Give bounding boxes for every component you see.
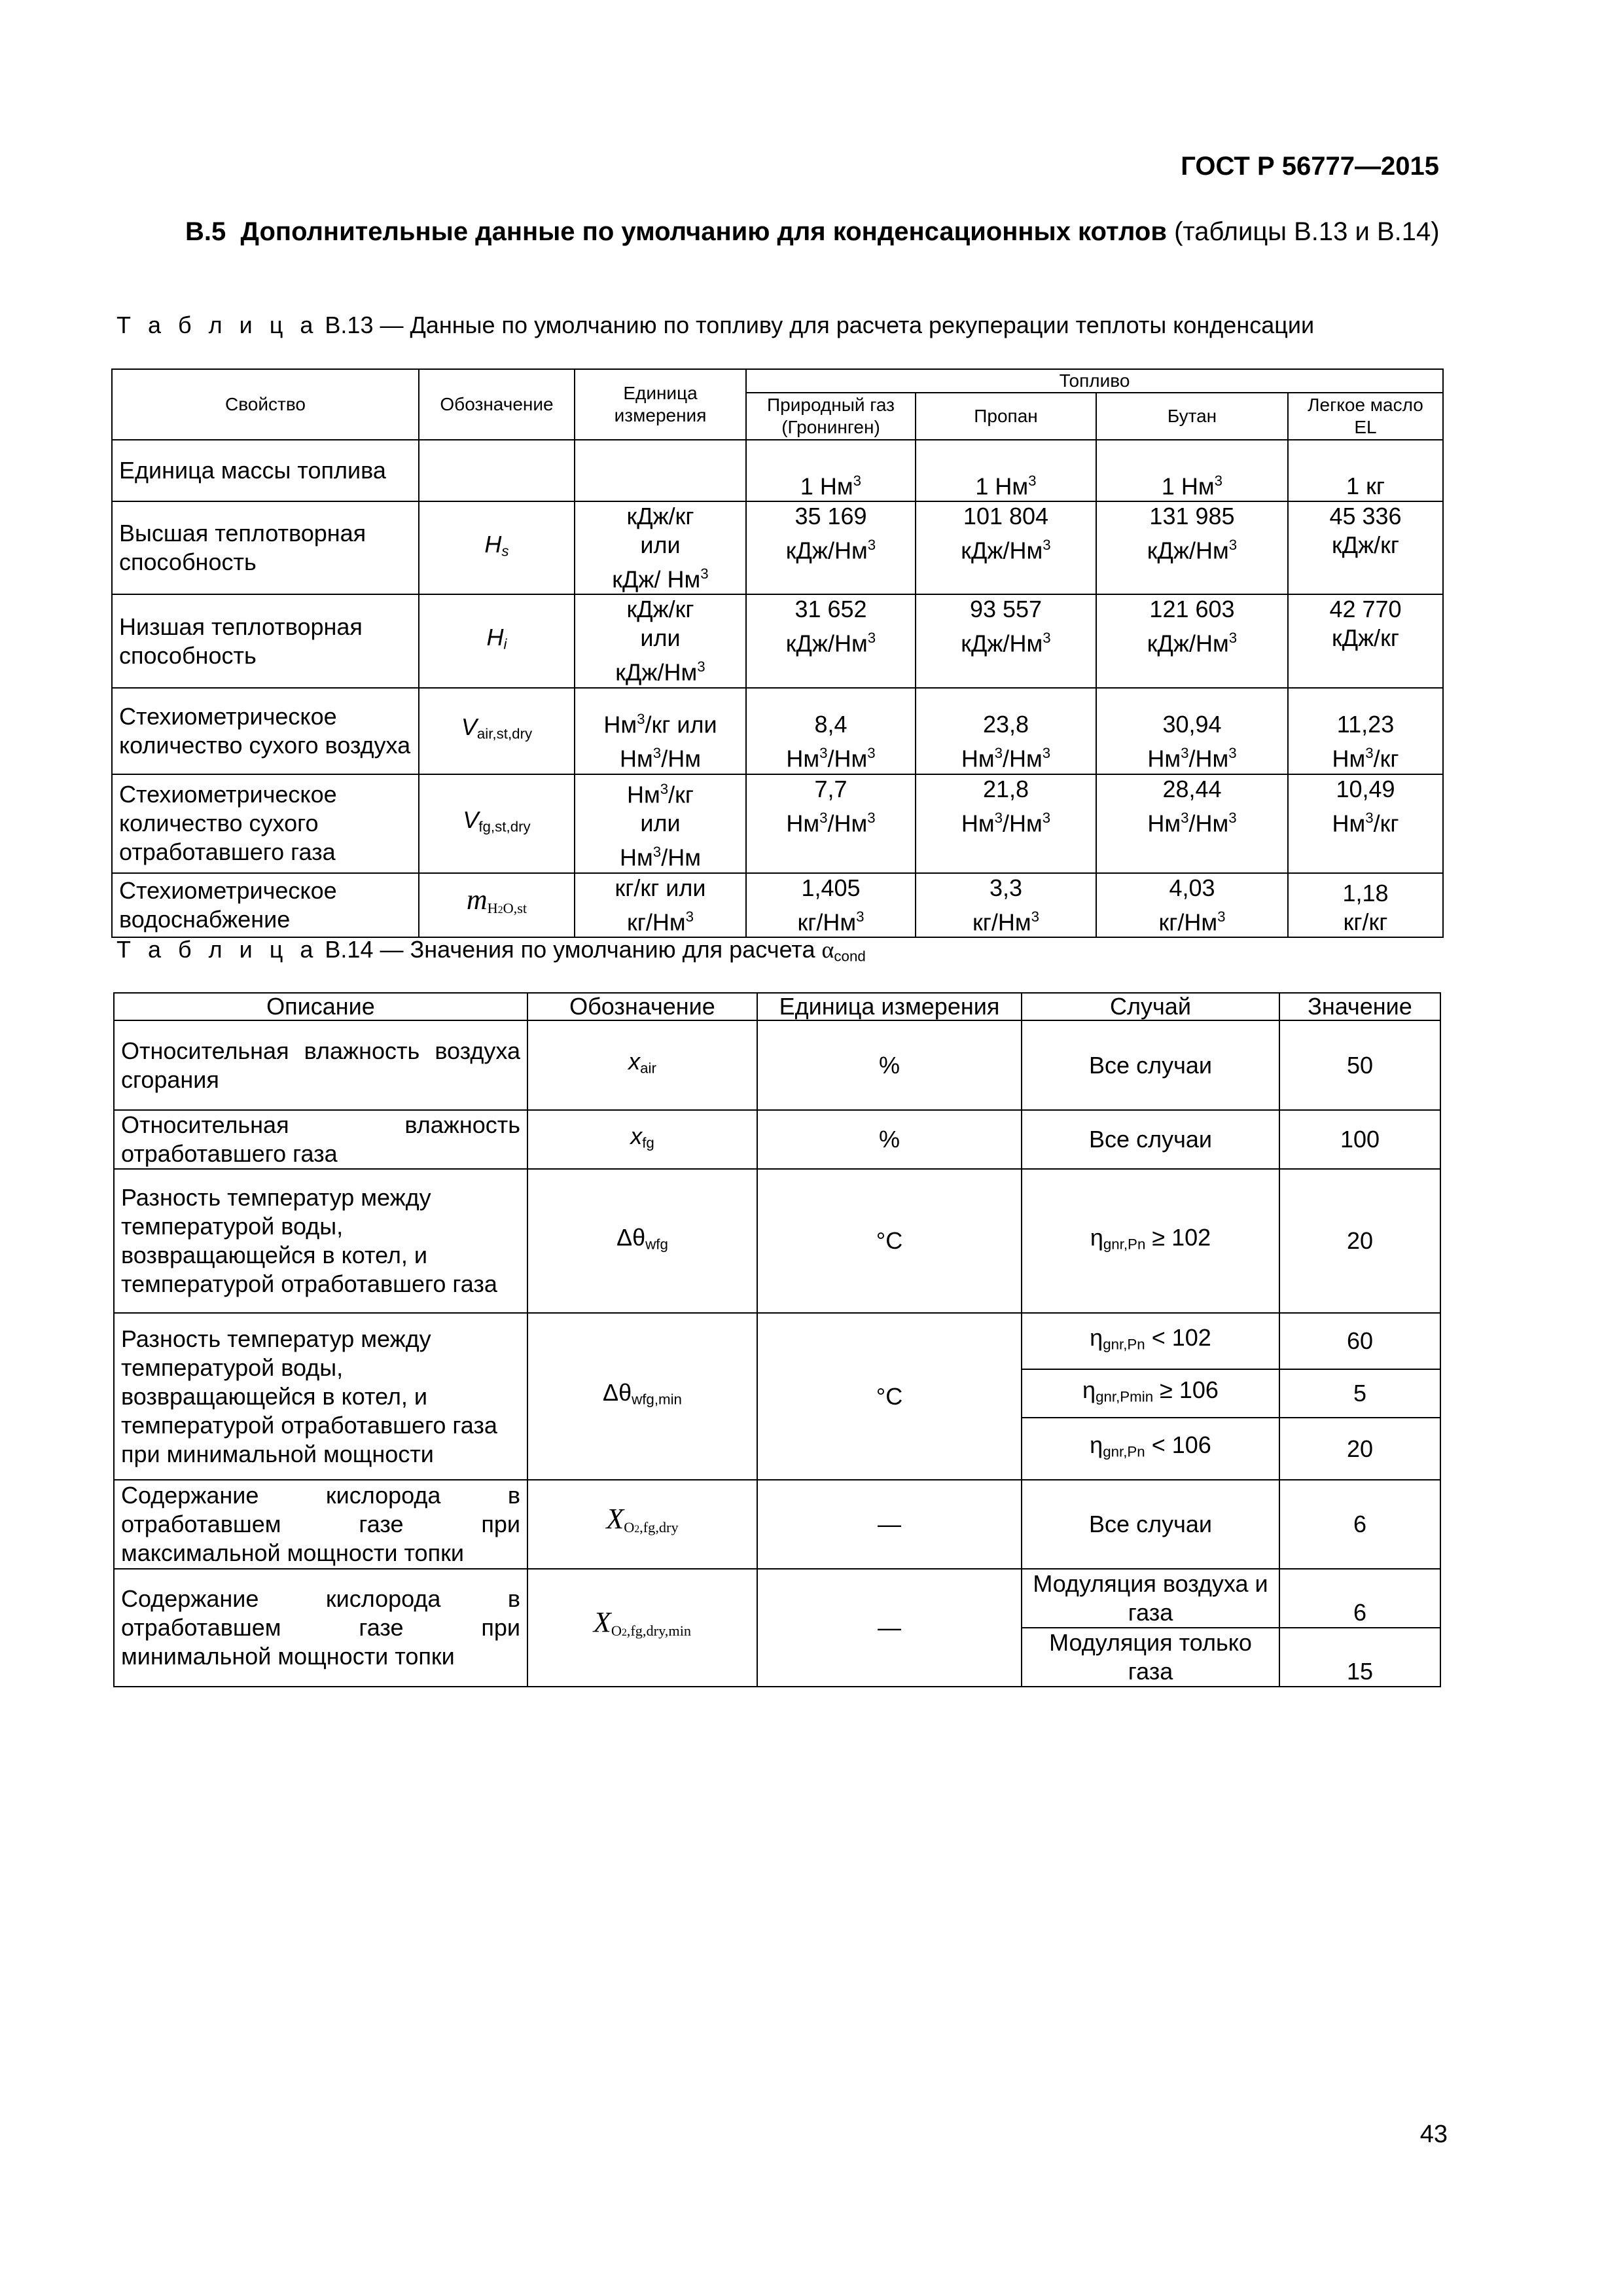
page-number: 43 <box>1419 2121 1448 2148</box>
table-row <box>112 440 1443 501</box>
description-cell: Относительная влажность воздуха сгорания <box>114 1020 527 1110</box>
value-cell: 6 <box>1279 1480 1440 1569</box>
table-b13 <box>111 368 1444 938</box>
table-row <box>112 774 1443 873</box>
table-row <box>114 1569 1440 1628</box>
header-unit: Единица измерения <box>757 993 1022 1020</box>
header-light-oil: Легкое масло EL <box>1288 393 1443 440</box>
unit-cell <box>575 440 746 501</box>
value-cell: 20 <box>1279 1418 1440 1480</box>
value-cell: 1 $Нм^3$ <box>1096 440 1288 501</box>
value-cell: 28,44 $Нм^3/Нм^3$ <box>1096 774 1288 873</box>
table-row <box>112 688 1443 774</box>
value-cell: 15 <box>1279 1628 1440 1687</box>
value-cell: 100 <box>1279 1110 1440 1169</box>
value-cell: 4,03 $кг/Нм^3$ <box>1096 873 1288 937</box>
section-title: Дополнительные данные по умолчанию для конденсационных котлов <box>240 217 1167 246</box>
symbol-cell: $\Delta\theta_{wfg,min}$ <box>527 1313 757 1480</box>
case-cell: Модуляция только газа <box>1022 1628 1279 1687</box>
property-cell: Стехиометрическое водоснабжение <box>112 873 419 937</box>
header-case: Случай <box>1022 993 1279 1020</box>
header-symbol: Обозначение <box>419 369 575 440</box>
unit-cell: кг/кг или $кг/Нм^3$ <box>575 873 746 937</box>
value-cell: 10,49 $Нм^3/кг$ <box>1288 774 1443 873</box>
table-row <box>114 1169 1440 1313</box>
value-cell: 7,7 $Нм^3/Нм^3$ <box>746 774 916 873</box>
table-row <box>114 1110 1440 1169</box>
property-cell: Высшая теплотворная способность <box>112 501 419 594</box>
value-cell: 42 770 кДж/кг <box>1288 594 1443 687</box>
value-cell: 131 985 кДж/$Нм^3$ <box>1096 501 1288 594</box>
value-cell: 121 603 кДж/$Нм^3$ <box>1096 594 1288 687</box>
table-row <box>114 1313 1440 1369</box>
value-cell: 1,405 $кг/Нм^3$ <box>746 873 916 937</box>
value-cell: 1 $Нм^3$ <box>916 440 1096 501</box>
property-cell: Единица массы топлива <box>112 440 419 501</box>
value-cell: 1,18 кг/кг <box>1288 873 1443 937</box>
symbol-cell: $\Delta\theta_{wfg}$ <box>527 1169 757 1313</box>
unit-cell: кДж/кг или кДж/ $Нм^3$ <box>575 501 746 594</box>
table-row <box>114 1020 1440 1110</box>
table-row <box>114 1480 1440 1569</box>
symbol-cell: $H_i$ <box>419 594 575 687</box>
header-description: Описание <box>114 993 527 1020</box>
table-row <box>112 501 1443 594</box>
section-heading <box>116 214 1440 250</box>
unit-cell: °C <box>757 1313 1022 1480</box>
value-cell: 1 кг <box>1288 440 1443 501</box>
table-b13-caption <box>116 312 1314 339</box>
description-cell: Разность температур между температурой воды, возвращающейся в котел, и температурой отработавшего газа при минимальной мощности <box>114 1313 527 1480</box>
table-b14-caption: Т а б л и ц а В.14 — Значения по умолчанию для расчета $\alpha_{cond}$ <box>116 936 866 965</box>
table-label: Т а б л и ц а <box>116 936 319 963</box>
value-cell: 3,3 $кг/Нм^3$ <box>916 873 1096 937</box>
standard-number: ГОСТ Р 56777—2015 <box>1181 152 1439 181</box>
table-row <box>112 594 1443 687</box>
case-cell: Модуляция воздуха и газа <box>1022 1569 1279 1628</box>
table-b14 <box>113 992 1441 1687</box>
header-natural-gas: Природный газ (Гронинген) <box>746 393 916 440</box>
description-cell: Содержание кислорода в отработавшем газе при максимальной мощности топки <box>114 1480 527 1569</box>
value-cell: 11,23 $Нм^3/кг$ <box>1288 688 1443 774</box>
unit-cell: °C <box>757 1169 1022 1313</box>
header-property: Свойство <box>112 369 419 440</box>
value-cell: 6 <box>1279 1569 1440 1628</box>
unit-cell: — <box>757 1569 1022 1687</box>
case-cell: Все случаи <box>1022 1020 1279 1110</box>
value-cell: 20 <box>1279 1169 1440 1313</box>
case-cell: $\eta_{gnr,Pn} < 106$ <box>1022 1418 1279 1480</box>
symbol-cell: $V_{fg,st,dry}$ <box>419 774 575 873</box>
case-cell: $\eta_{gnr,Pn} \ge 102$ <box>1022 1169 1279 1313</box>
unit-cell: $Нм^3/кг$ или $Нм^3/Нм$ <box>575 774 746 873</box>
value-cell: 50 <box>1279 1020 1440 1110</box>
value-cell: 8,4 $Нм^3/Нм^3$ <box>746 688 916 774</box>
value-cell: 21,8 $Нм^3/Нм^3$ <box>916 774 1096 873</box>
header-butane: Бутан <box>1096 393 1288 440</box>
value-cell: 101 804 кДж/$Нм^3$ <box>916 501 1096 594</box>
case-cell: Все случаи <box>1022 1110 1279 1169</box>
symbol-cell: $m_{H2O,st}$ <box>419 873 575 937</box>
value-cell: 35 169 кДж/$Нм^3$ <box>746 501 916 594</box>
section-number: В.5 <box>185 217 226 246</box>
symbol-cell: $X_{O2,fg,dry,min}$ <box>527 1569 757 1687</box>
value-cell: 30,94 $Нм^3/Нм^3$ <box>1096 688 1288 774</box>
symbol-cell: $x_{fg}$ <box>527 1110 757 1169</box>
symbol-cell <box>419 440 575 501</box>
value-cell: 23,8 $Нм^3/Нм^3$ <box>916 688 1096 774</box>
description-cell: Разность температур между температурой воды, возвращающейся в котел, и температурой отработавшего газа <box>114 1169 527 1313</box>
symbol-cell: $X_{O2,fg,dry}$ <box>527 1480 757 1569</box>
header-propane: Пропан <box>916 393 1096 440</box>
unit-cell: $Нм^3/кг$ или $Нм^3/Нм$ <box>575 688 746 774</box>
table-row <box>112 873 1443 937</box>
symbol-cell: $H_s$ <box>419 501 575 594</box>
property-cell: Стехиометрическое количество сухого воздуха <box>112 688 419 774</box>
value-cell: 93 557 кДж/$Нм^3$ <box>916 594 1096 687</box>
property-cell: Стехиометрическое количество сухого отработавшего газа <box>112 774 419 873</box>
case-cell: Все случаи <box>1022 1480 1279 1569</box>
header-value: Значение <box>1279 993 1440 1020</box>
header-symbol: Обозначение <box>527 993 757 1020</box>
value-cell: 60 <box>1279 1313 1440 1369</box>
value-cell: 5 <box>1279 1369 1440 1418</box>
symbol-cell: $x_{air}$ <box>527 1020 757 1110</box>
header-unit: Единица измерения <box>575 369 746 440</box>
section-note: (таблицы В.13 и В.14) <box>1174 217 1440 246</box>
property-cell: Низшая теплотворная способность <box>112 594 419 687</box>
case-cell: $\eta_{gnr,Pn} < 102$ <box>1022 1313 1279 1369</box>
table-label: Т а б л и ц а <box>116 312 319 338</box>
symbol-cell: $V_{air,st,dry}$ <box>419 688 575 774</box>
header-fuel: Топливо <box>746 369 1443 393</box>
unit-cell: — <box>757 1480 1022 1569</box>
unit-cell: кДж/кг или кДж/$Нм^3$ <box>575 594 746 687</box>
value-cell: 31 652 кДж/$Нм^3$ <box>746 594 916 687</box>
value-cell: 1 $Нм^3$ <box>746 440 916 501</box>
description-cell: Содержание кислорода в отработавшем газе при минимальной мощности топки <box>114 1569 527 1687</box>
case-cell: $\eta_{gnr,Pmin} \ge 106$ <box>1022 1369 1279 1418</box>
unit-cell: % <box>757 1110 1022 1169</box>
value-cell: 45 336 кДж/кг <box>1288 501 1443 594</box>
unit-cell: % <box>757 1020 1022 1110</box>
description-cell: Относительная влажность отработавшего газа <box>114 1110 527 1169</box>
caption-text: В.13 — Данные по умолчанию по топливу для расчета рекуперации теплоты конденсации <box>325 312 1315 338</box>
